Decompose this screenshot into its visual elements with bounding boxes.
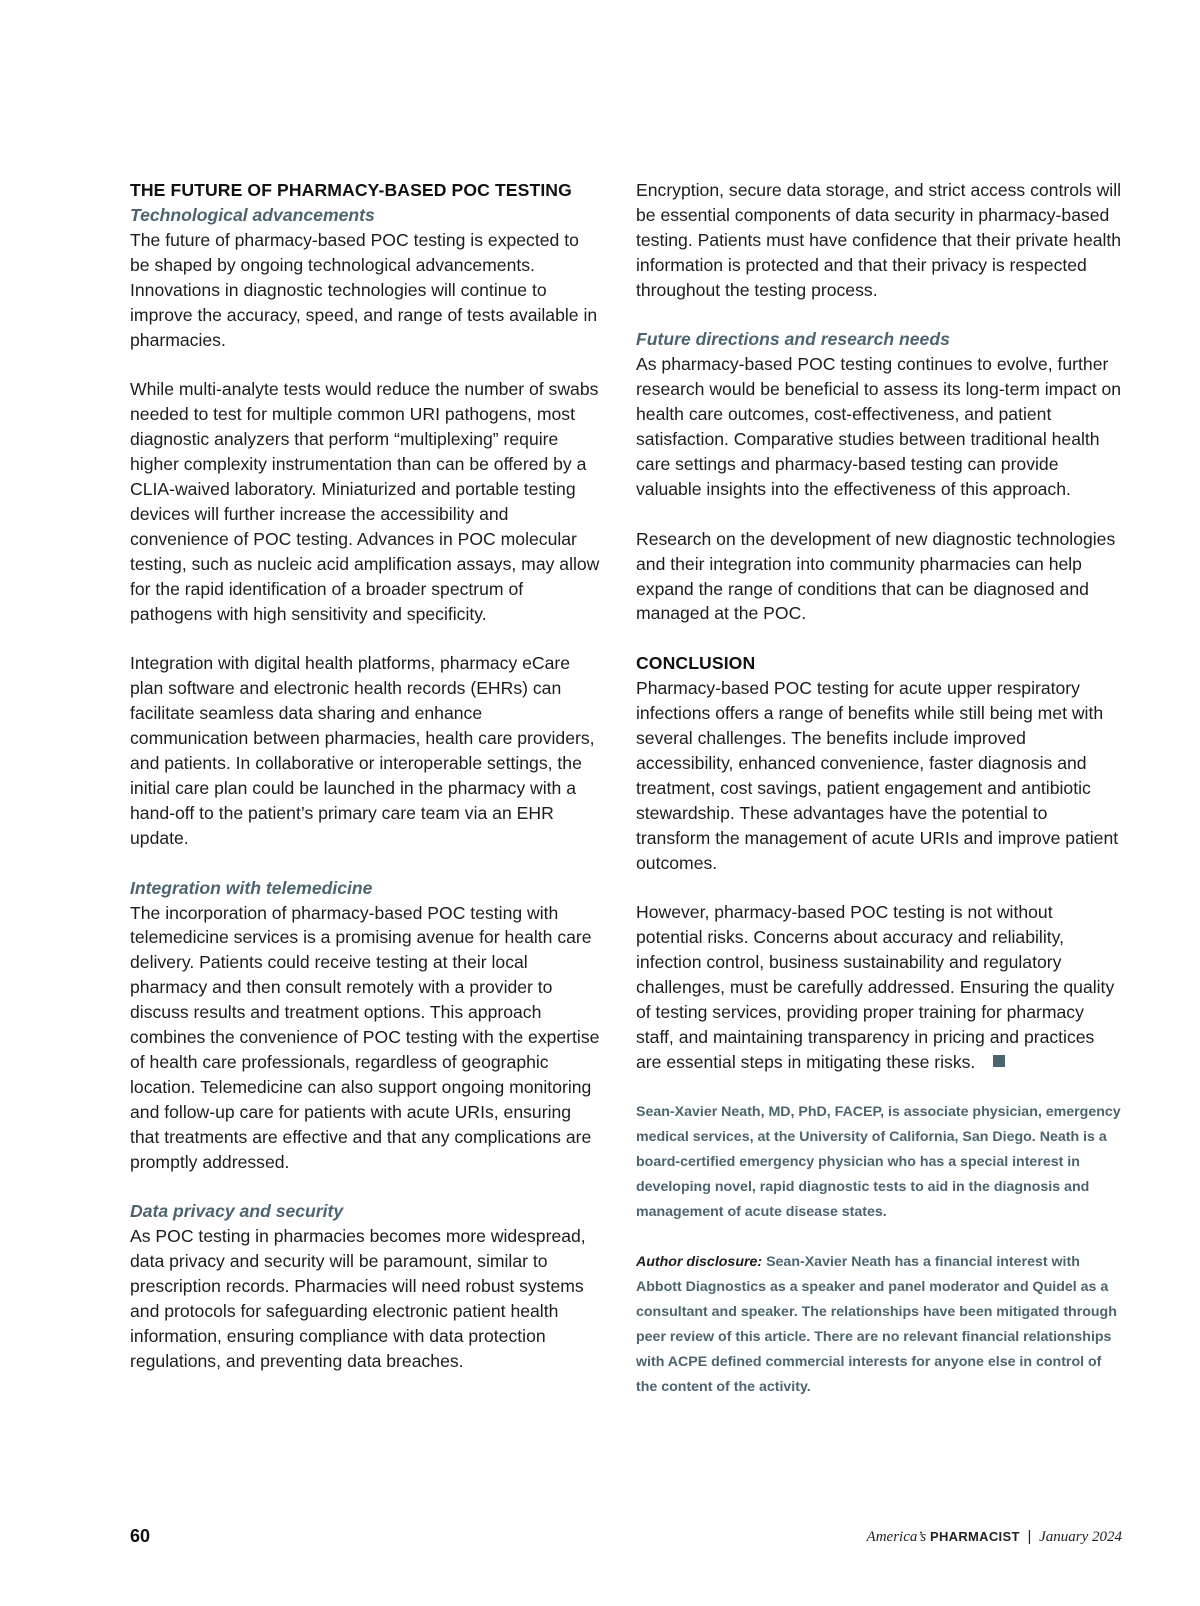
publication-footer: [867, 1528, 1122, 1546]
paragraph: While multi-analyte tests would reduce the number of swabs needed to test for multiple common URI pathogens, most diagnostic analyzers that perform “multiplexing” require higher complexity instrumentation than can be offered by a CLIA-waived laboratory. Miniaturized and portable testing devices will further increase the accessibility and convenience of POC testing. Advances in POC molecular testing, such as nucleic acid amplification assays, may allow for the rapid identification of a broader spectrum of pathogens with high sensitivity and specificity.: [130, 379, 600, 624]
subhead-technological: Technological advancements: [130, 205, 375, 225]
paragraph: As POC testing in pharmacies becomes more widespread, data privacy and security will be paramount, similar to prescription records. Pharmacies will need robust systems and protocols for safeguarding electronic patient health information, ensuring compliance with data protection regulations, and preventing data breaches.: [130, 1226, 586, 1371]
magazine-brand: PHARMACIST: [930, 1529, 1020, 1544]
end-mark-icon: [993, 1055, 1005, 1067]
subhead-privacy: Data privacy and security: [130, 1201, 344, 1222]
author-disclosure: [636, 1250, 1122, 1400]
paragraph: As pharmacy-based POC testing continues to evolve, further research would be beneficial to assess its long-term impact on health care outcomes, cost-effectiveness, and patient satisfaction. Comparative studies between traditional health care settings and pharmacy-based testing can provide valuable insights into the effectiveness of this approach.: [636, 354, 1122, 499]
subhead-future-directions: Future directions and research needs: [636, 329, 950, 350]
paragraph: Pharmacy-based POC testing for acute upper respiratory infections offers a range of benefits while still being met with several challenges. The benefits include improved accessibility, enhanced convenience, faster diagnosis and treatment, cost savings, patient engagement and antibiotic stewardship. These advantages have the potential to transform the management of acute URIs and improve patient outcomes.: [636, 678, 1119, 873]
disclosure-label: Author disclosure:: [636, 1253, 763, 1270]
issue-date: January 2024: [1039, 1529, 1122, 1545]
paragraph: Encryption, secure data storage, and strict access controls will be essential components of data security in pharmacy-based testing. Patients must have confidence that their private health information is protected and that their privacy is respected throughout the testing process.: [636, 180, 1122, 300]
magazine-name: America’s: [866, 1529, 927, 1545]
paragraph: The future of pharmacy-based POC testing is expected to be shaped by ongoing technological advancements. Innovations in diagnostic technologies will continue to improve the accuracy, speed, and range of tests available in pharmacies.: [130, 230, 598, 350]
paragraph: Research on the development of new diagnostic technologies and their integration into community pharmacies can help expand the range of conditions that can be diagnosed and managed at the POC.: [636, 528, 1116, 624]
subhead-telemedicine: Integration with telemedicine: [130, 877, 373, 898]
page-number: 60: [130, 1526, 151, 1546]
left-column: [130, 178, 602, 1374]
paragraph: The incorporation of pharmacy-based POC testing with telemedicine services is a promising avenue for health care delivery. Patients could receive testing at their local pharmacy and then consult remotely with a provider to discuss results and treatment options. This approach combines the convenience of POC testing with the expertise of health care professionals, regardless of geographic location. Telemedicine can also support ongoing monitoring and follow-up care for patients with acute URIs, ensuring that treatments are effective and that any complications are promptly addressed.: [130, 902, 600, 1172]
paragraph-final-text: However, pharmacy-based POC testing is not without potential risks. Concerns about accuracy and reliability, infection control, business sustainability and regulatory challenges, must be carefully addressed. Ensuring the quality of testing services, providing proper training for pharmacy staff, and maintaining transparency in pricing and practices are essential steps in mitigating these risks.: [636, 902, 1115, 1072]
section-title-future: THE FUTURE OF PHARMACY-BASED POC TESTING: [130, 180, 572, 200]
right-column: [636, 178, 1122, 1400]
author-bio: Sean-Xavier Neath, MD, PhD, FACEP, is associate physician, emergency medical services, at the University of California, San Diego. Neath is a board-certified emergency physician who has a special interest in developing novel, rapid diagnostic tests to aid in the diagnosis and management of acute disease states.: [636, 1103, 1121, 1220]
section-title-conclusion: CONCLUSION: [636, 653, 756, 674]
paragraph: Integration with digital health platforms, pharmacy eCare plan software and electronic health records (EHRs) can facilitate seamless data sharing and enhance communication between pharmacies, health care providers, and patients. In collaborative or interoperable settings, the initial care plan could be launched in the pharmacy with a hand-off to the patient’s primary care team via an EHR update.: [130, 653, 595, 848]
spacer: [636, 1225, 1122, 1250]
disclosure-text: Sean-Xavier Neath has a financial interest with Abbott Diagnostics as a speaker and panel moderator and Quidel as a consultant and speaker. The relationships have been mitigated through peer review of this article. There are no relevant financial relationships with ACPE defined commercial interests for anyone else in control of the content of the activity.: [636, 1253, 1117, 1395]
paragraph-final: [636, 900, 1122, 1074]
footer-separator: |: [1027, 1528, 1032, 1545]
